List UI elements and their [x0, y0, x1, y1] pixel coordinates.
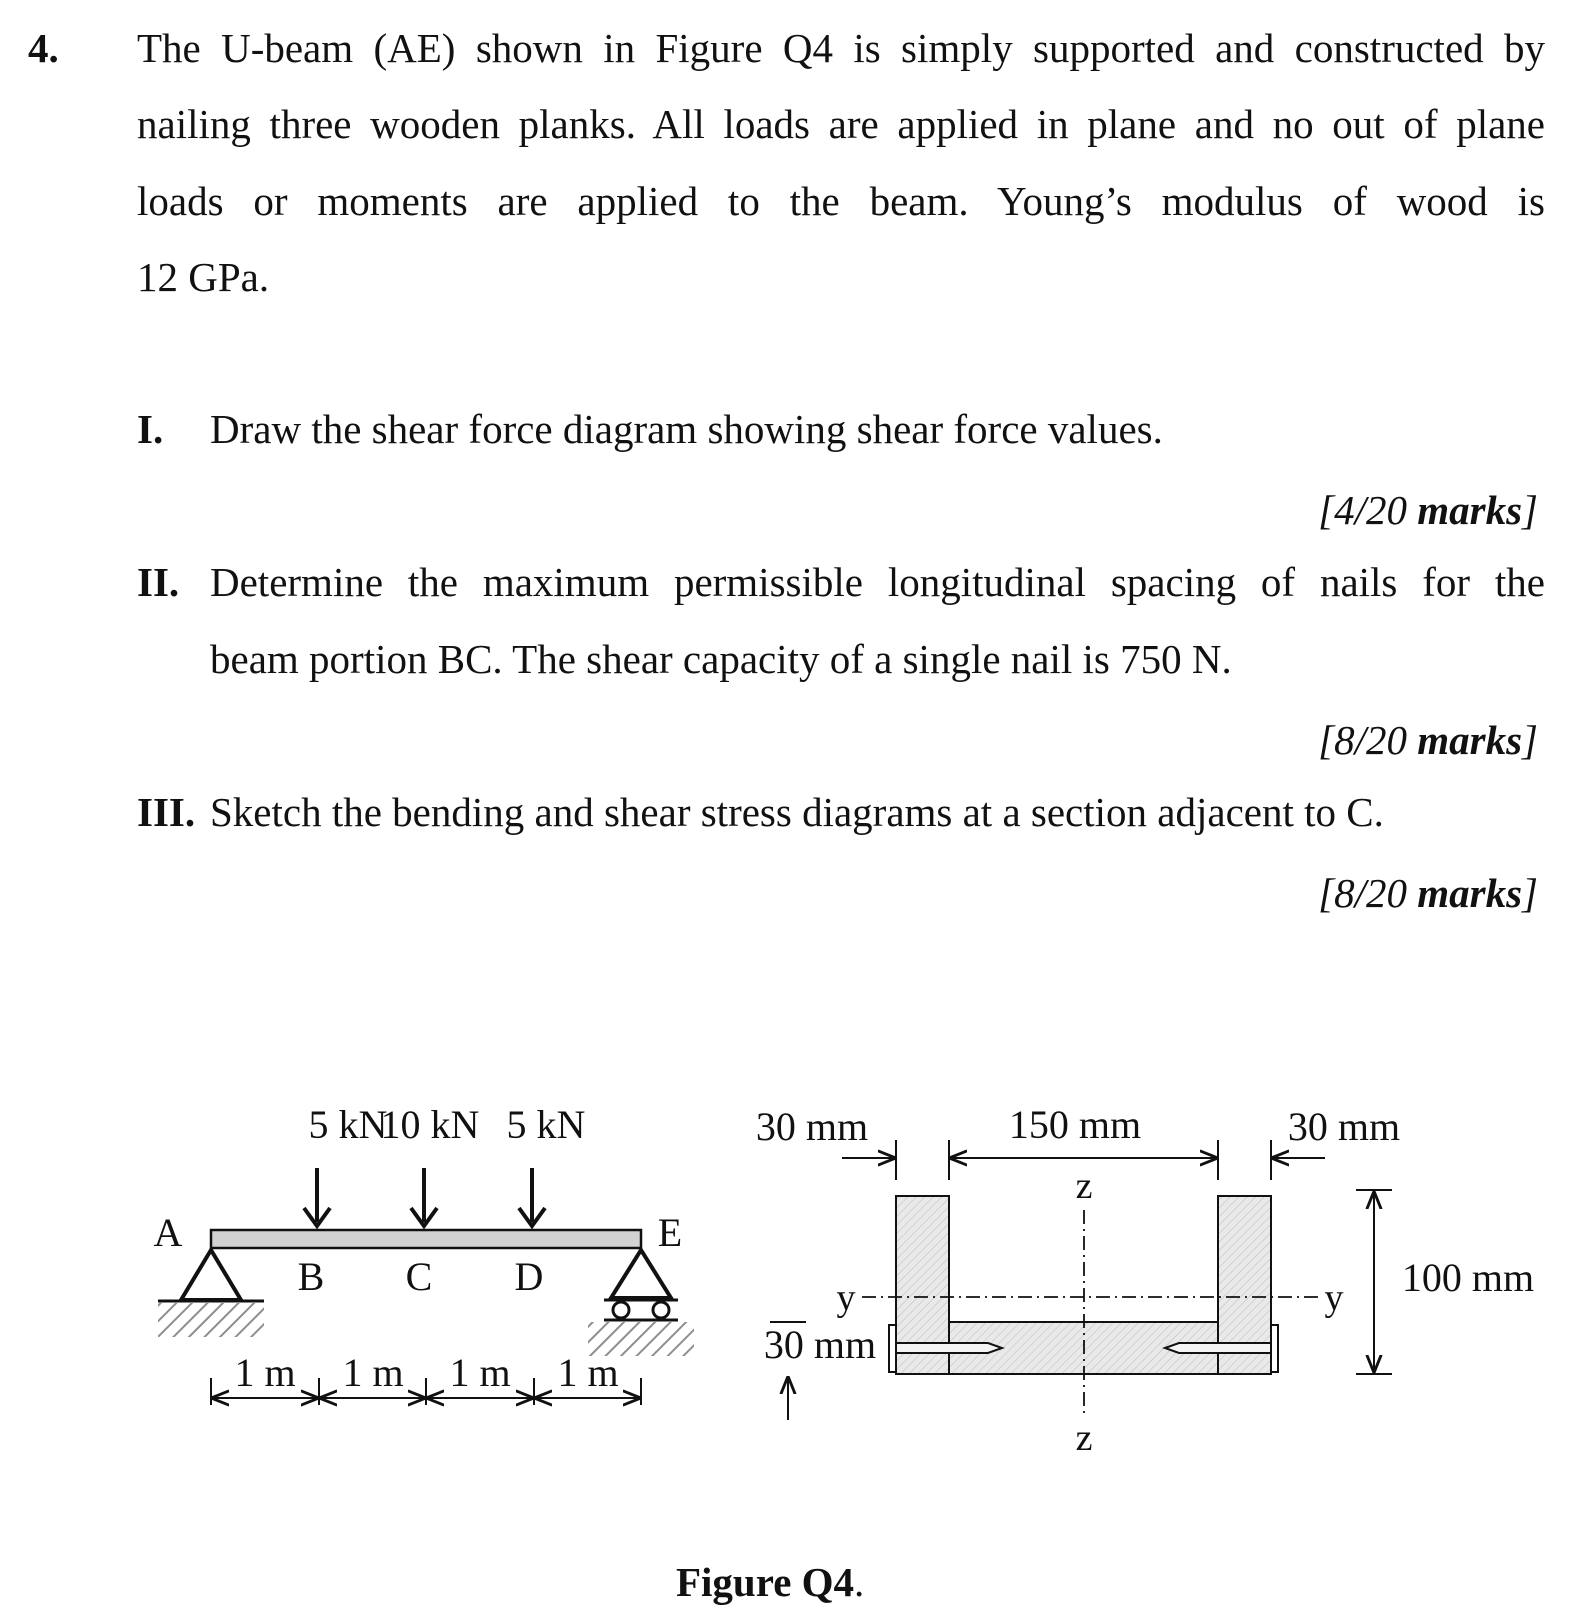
point-c-label: C — [405, 1254, 433, 1299]
intro-line-4: 12 GPa. — [137, 254, 270, 300]
part-i-marks: [4/20 marks] — [1318, 487, 1538, 533]
point-e-label: E — [657, 1210, 683, 1255]
part-ii-label: II. — [137, 559, 180, 605]
span-bc-label: 1 m — [342, 1350, 404, 1395]
load-label-d: 5 kN — [506, 1102, 586, 1147]
intro-line-3: loads or moments are applied to the beam. Young’s modulus of wood is — [137, 178, 1545, 224]
point-b-label: B — [297, 1254, 325, 1299]
load-arrow-c — [411, 1168, 437, 1226]
load-label-b: 5 kN — [308, 1102, 388, 1147]
part-i-text: Draw the shear force diagram showing shear force values. — [210, 406, 1163, 452]
height-dimension — [1356, 1190, 1392, 1374]
left-nail-head — [889, 1325, 896, 1372]
part-iii-label: III. — [137, 789, 196, 835]
part-ii-text-line-2: beam portion BC. The shear capacity of a single nail is 750 N. — [210, 636, 1232, 682]
question-number: 4. — [28, 25, 59, 71]
part-ii-marks: [8/20 marks] — [1318, 717, 1538, 763]
roller-support-e — [588, 1250, 694, 1356]
right-nail-head — [1271, 1325, 1278, 1372]
u-section-diagram — [756, 1102, 1534, 1459]
part-ii-text-line-1: Determine the maximum permissible longitudinal spacing of nails for the — [210, 559, 1545, 605]
dim-height-label: 100 mm — [1401, 1255, 1535, 1300]
beam-ae — [211, 1230, 641, 1248]
dim-right-web-label: 30 mm — [1287, 1104, 1401, 1149]
part-iii-text: Sketch the bending and shear stress diagrams at a section adjacent to C. — [210, 789, 1384, 835]
dim-bottom-label: 30 mm — [763, 1322, 877, 1367]
part-i-label: I. — [137, 406, 164, 452]
y-axis-label-right: y — [1324, 1277, 1344, 1319]
load-label-c: 10 kN — [380, 1102, 480, 1147]
z-axis-label-bottom: z — [1075, 1417, 1093, 1459]
beam-diagram — [154, 1102, 694, 1405]
load-arrow-b — [304, 1168, 330, 1226]
z-axis-label-top: z — [1075, 1165, 1093, 1207]
dim-inner-label: 150 mm — [1008, 1102, 1142, 1147]
right-nail — [1165, 1343, 1271, 1353]
intro-line-2: nailing three wooden planks. All loads are applied in plane and no out of plane — [137, 101, 1545, 147]
point-d-label: D — [514, 1254, 544, 1299]
span-cd-label: 1 m — [449, 1350, 511, 1395]
figure-caption: Figure Q4. — [676, 1559, 865, 1605]
left-nail — [896, 1343, 1002, 1353]
point-a-label: A — [153, 1210, 183, 1255]
y-axis-label-left: y — [836, 1277, 856, 1319]
pin-support-a — [158, 1250, 264, 1337]
span-ab-label: 1 m — [234, 1350, 296, 1395]
span-de-label: 1 m — [557, 1350, 619, 1395]
dim-left-web-label: 30 mm — [755, 1104, 869, 1149]
part-iii-marks: [8/20 marks] — [1318, 870, 1538, 916]
load-arrow-d — [519, 1168, 545, 1226]
intro-line-1: The U-beam (AE) shown in Figure Q4 is simply supported and constructed by — [137, 25, 1545, 71]
